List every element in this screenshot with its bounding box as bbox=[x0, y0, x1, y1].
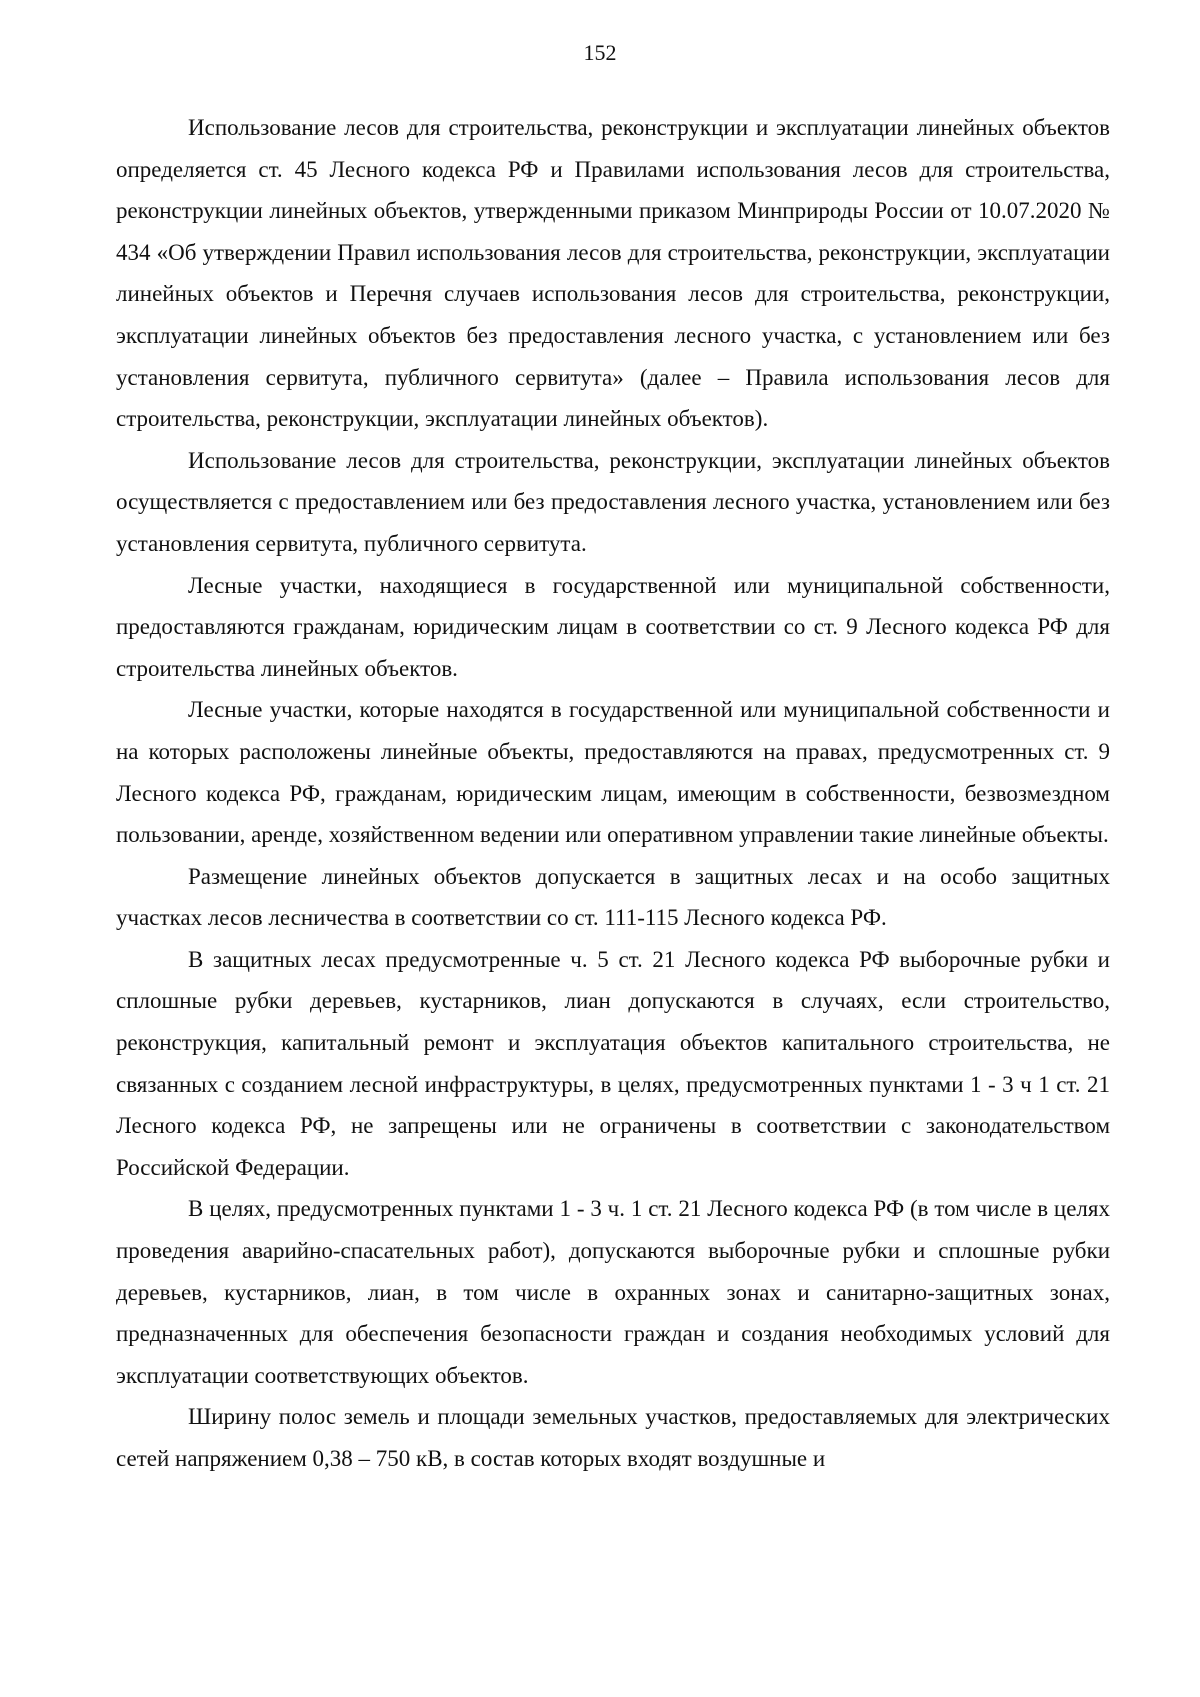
paragraph: Использование лесов для строительства, реконструкции, эксплуатации линейных объектов осуществляется с предоставлением или без предоставления лесного участка, установлением или без установления сервитута, публичного сервитута. bbox=[116, 447, 1110, 556]
paragraph: В целях, предусмотренных пунктами 1 - 3 ч. 1 ст. 21 Лесного кодекса РФ (в том числе в целях проведения аварийно-спасательных работ), допускаются выборочные рубки и сплошные рубки деревьев, кустарников, лиан, в том числе в охранных зонах и санитарно-защитных зонах, предназначенных для обеспечения безопасности граждан и создания необходимых условий для эксплуатации соответствующих объектов. bbox=[116, 1196, 1110, 1388]
paragraph: Лесные участки, находящиеся в государственной или муниципальной собственности, предоставляются гражданам, юридическим лицам в соответствии со ст. 9 Лесного кодекса РФ для строительства линейных объектов. bbox=[116, 572, 1110, 681]
paragraph: Ширину полос земель и площади земельных участков, предоставляемых для электрических сетей напряжением 0,38 – 750 кВ, в состав которых входят воздушные и bbox=[116, 1404, 1110, 1471]
paragraph: В защитных лесах предусмотренные ч. 5 ст. 21 Лесного кодекса РФ выборочные рубки и сплошные рубки деревьев, кустарников, лиан допускаются в случаях, если строительство, реконструкция, капитальный ремонт и эксплуатация объектов капитального строительства, не связанных с созданием лесной инфраструктуры, в целях, предусмотренных пунктами 1 - 3 ч 1 ст. 21 Лесного кодекса РФ, не запрещены или не ограничены в соответствии с законодательством Российской Федерации. bbox=[116, 946, 1110, 1180]
body-text bbox=[116, 107, 1110, 1480]
paragraph: Лесные участки, которые находятся в государственной или муниципальной собственности и на которых расположены линейные объекты, предоставляются на правах, предусмотренных ст. 9 Лесного кодекса РФ, гражданам, юридическим лицам, имеющим в собственности, безвозмездном пользовании, аренде, хозяйственном ведении или оперативном управлении такие линейные объекты. bbox=[116, 697, 1110, 848]
page-number: 152 bbox=[583, 40, 617, 65]
paragraph: Размещение линейных объектов допускается в защитных лесах и на особо защитных участках лесов лесничества в соответствии со ст. 111-115 Лесного кодекса РФ. bbox=[116, 863, 1110, 931]
paragraph: Использование лесов для строительства, реконструкции и эксплуатации линейных объектов определяется ст. 45 Лесного кодекса РФ и Правилами использования лесов для строительства, реконструкции линейных объектов, утвержденными приказом Минприроды России от 10.07.2020 № 434 «Об утверждении Правил использования лесов для строительства, реконструкции, эксплуатации линейных объектов и Перечня случаев использования лесов для строительства, реконструкции, эксплуатации линейных объектов без предоставления лесного участка, с установлением или без установления сервитута, публичного сервитута» (далее – Правила использования лесов для строительства, реконструкции, эксплуатации линейных объектов). bbox=[116, 115, 1110, 432]
